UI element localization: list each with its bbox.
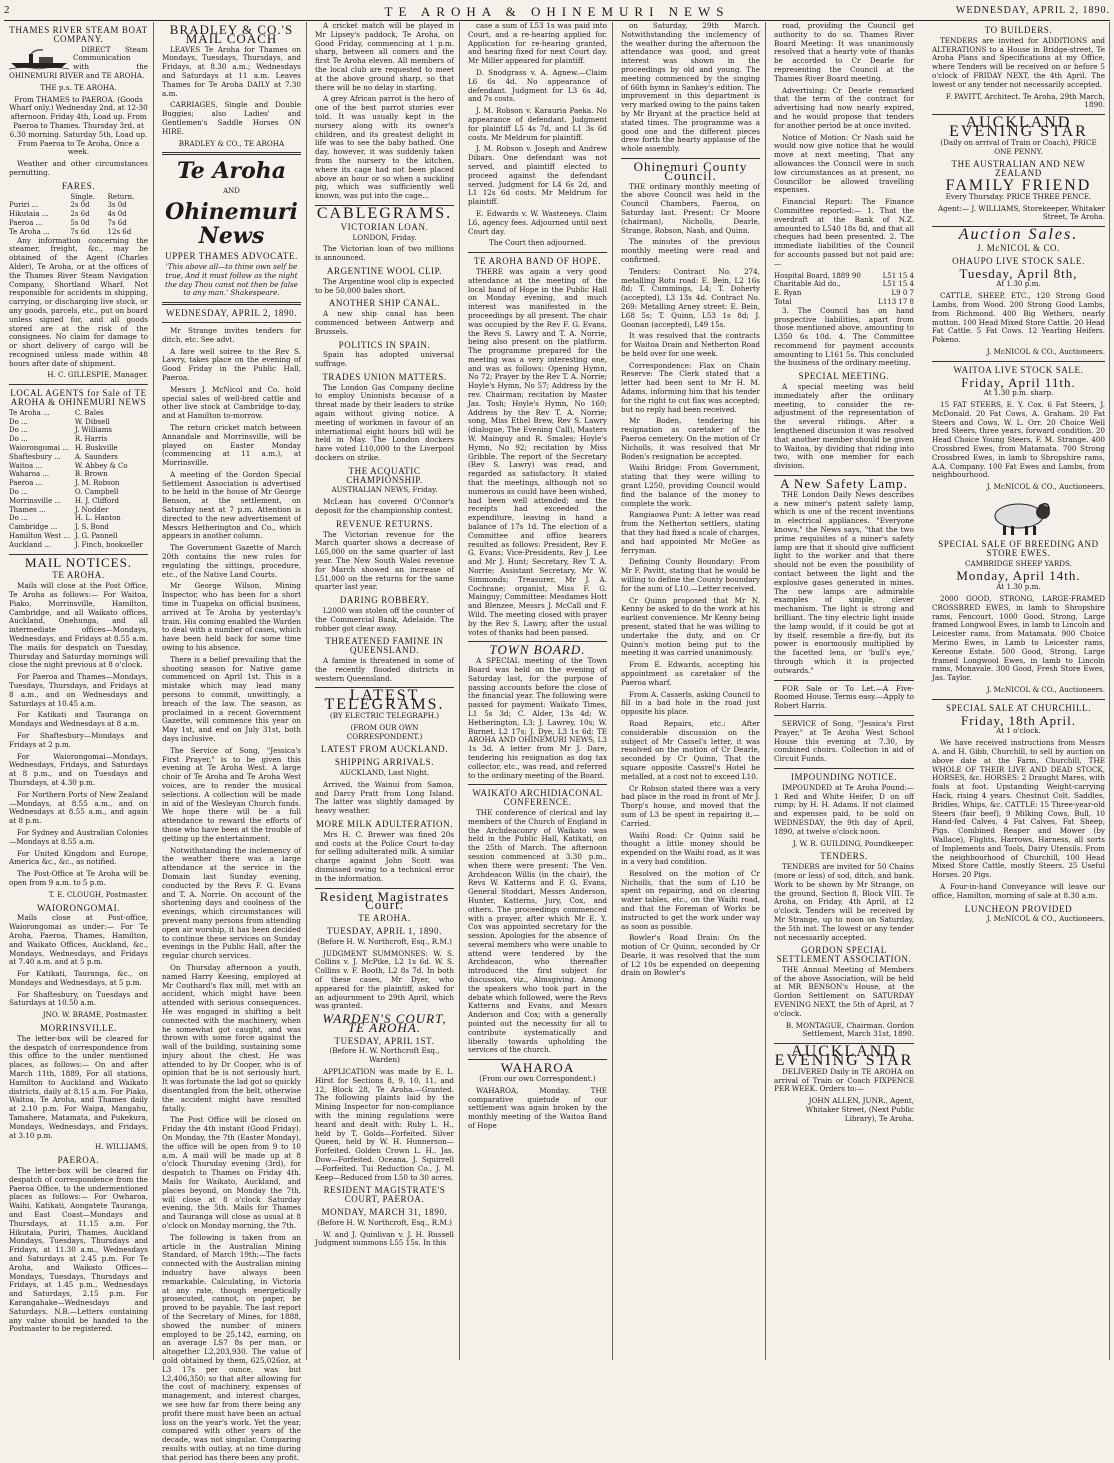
steam-boat-body: DIRECT Steam Communication with the OHINEMURI RIVER and TE AROHA.: [9, 44, 148, 80]
ad-signature: J. McNICOL & CO., Auctioneers.: [986, 346, 1105, 356]
story-heading: THREATENED FAMINE IN QUEENSLAND.: [325, 636, 444, 656]
divider: [932, 361, 1105, 362]
news-paragraph: THERE was again a very good attendance at the meeting of the local band of Hope in the Public Hall on Monday evening, and much interest was manifested in the proceedings by all present. The chair was occupied by the Rev F. G. Evans, the Revs S. Lawry and T. A. Norrie, being also present on the platform. The programme prepared for the meeting was a very interesting one, and was as follows: Opening Hymn, No 72; Prayer by the Rev T. A. Norrie; Hoyle's Hymn, No 57; Address by the rev. Chairman; recitation by Master Jas. Tosh; Hoyle's Hymn, No 160; Address by the Rev T. A. Norrie; song, Miss Ethel Brew, Rev S. Lawry (dialogue, The Evening Call), Masters W. Mainguy and R. Smales; Hoyle's Hymn, No 92; recitation by Miss Gribble. The report of the Secretary (Rev S. Lawry) was read, and regarded as satisfactory. It stated that the meetings, although not so numerous as could have been wished, had been well attended; and the receipts had exceeded the expenditure, leaving in hand a balance of 17s 1d. The election of a Committee and office bearers resulted as follows: President, Rev F. G. Evans; Vice-Presidents, Rev J. Lee and Mr J. Hunt; Secretary, Rev T. A. Norrie; Assistant Secretary, Mr W. Simmonds; Treasurer, Mr J. A. Cochrane; organist, Miss F. G. Mainguy; Committee: Mesdames Hott and Blenzee, Messrs J. McCall and F. Wild. The meeting closed with prayer by the Rev S. Lawry, after the usual votes of thanks had been passed.: [468, 266, 607, 637]
news-paragraph: D. Snodgrass v. A. Agnew.—Claim L6 6s 4d. No appearance of defendant. Judgment for L3 6s 4d, and 7s costs.: [468, 67, 607, 104]
editorial-paragraph: The Post Office will be closed on Friday the 4th instant (Good Friday). On Monday, the 7th (Easter Monday), the office will be open from 9 to 10 a.m. A mail will be made up at 8 o'clock Thursday evening (3rd), for despatch to Thames on Friday 4th. Mails for Waikato, Auckland, and places beyond, on Monday the 7th, will close at 8 o'clock Saturday evening, the 5th. Mails for Thames and Tauranga will close as usual at 8 o'clock on Monday morning, the 7th.: [162, 1115, 301, 1231]
agent-name: H. L. Hanton: [74, 514, 121, 523]
mail-paragraph: The Post-Office at Te Aroha will be open from 9 a.m. to 5 p.m.: [9, 869, 148, 887]
family-friend-heading-1: THE AUSTRALIAN AND NEW ZEALAND: [951, 159, 1086, 179]
news-paragraph: W. and J. Quinlivan v. J. H. Russell Judgment summons L55 15s. In this: [315, 1229, 454, 1248]
agents-heading: LOCAL AGENTS for Sale of TE AROHA & OHINEMURI NEWS: [10, 388, 147, 408]
council-continuation: [774, 22, 914, 1124]
mail-paragraph: For Shaftesbury—Mondays and Fridays at 2 p.m.: [9, 730, 148, 749]
news-paragraph: Tenders: Contract No. 274, metalling Rotu road: E. Bein, L2 16s 8d; T. Cummings, L4; T. Doherty (accepted), L3 13s 4d. Contract No. 269: Metalling Arney street: E. Bein, L68 5s; T. Quinn, L53 1s 8d; J. Goonan (accepted), L49 15s.: [621, 266, 760, 329]
steam-boat-heading: THAMES RIVER STEAM BOAT COMPANY.: [9, 25, 148, 44]
mail-paragraph: Mails will close at the Post Office, Te Aroha as follows:— For Waitoa, Piako, Morrinsville, Hamilton, Cambridge, and all Waikato offices, Auckland, Onehunga, and all intermediate offices—Mondays, Wednesdays, and Fridays at 8.55 a.m. The mails for despatch on Tuesday, Thursday and Saturday mornings will close the night previous at 8 o'clock.: [9, 581, 148, 670]
ad-paragraph: (Daily on arrival of Train or Coach), PRICE ONE PENNY.: [940, 137, 1097, 156]
agent-place: Do ...: [9, 488, 28, 497]
column-4: [463, 22, 613, 1360]
divider: [468, 252, 607, 253]
story-heading: SHIPPING ARRIVALS.: [334, 757, 435, 768]
table-row: [9, 497, 148, 506]
agent-place: Morrinsville ...: [9, 496, 62, 505]
ad-signature: J. McNICOL & CO., Auctioneers.: [986, 914, 1105, 924]
advertisements-column: [928, 22, 1109, 1360]
cablegrams-heading: CABLEGRAMS.: [316, 204, 453, 222]
table-row: [9, 514, 148, 523]
finance-amount: L51 15 4: [882, 271, 914, 280]
ad-signature: J. McNICOL & CO., Auctioneers.: [986, 685, 1105, 695]
court-sub: TE AROHA.: [358, 913, 411, 924]
fare-single: 2s 0d: [70, 201, 90, 210]
agent-place: Waiorongomai ...: [9, 444, 69, 453]
agent-name: H. Buskville: [74, 444, 118, 453]
news-paragraph: A famine is threatened in some of the recently flooded districts in western Queensland.: [315, 656, 454, 683]
ad-paragraph: FOR Sale or To Let.—A Five-Roomed House. Terms easy.—Apply to Robert Harris.: [774, 683, 914, 711]
luncheon-notice: LUNCHEON PROVIDED: [964, 903, 1073, 914]
masthead-title: TE AROHA & OHINEMURI NEWS: [384, 4, 730, 19]
ad-paragraph: We have received instructions from Messrs A. and H. Gibb, Churchill, to sell by auction on above date at the Farm, Churchill, THE WHOLE OF THEIR LIVE AND DEAD STOCK, HORSES, &c. HORSES: 2 Draught Mares, with foals at foot. Upstanding Weight-carrying Hack, rising 4 years. Chestnut Colt. Saddles, Bridles, Whips, &c. CATTLE: 15 Three-year-old Steers (fair beef), 9 Milking Cows, Bull, 10 Hand-fed Calves, 4 Fat Calves, Fat Sheep, Pigs. Combined Reaper and Mower (by Wallace), Flights, Harrows, Harness, all sorts of Implements and Tools, Dairy Utensils. From the neighbourhood of Churchill, 100 Head Mixed Store Cattle, mostly Steers. 25 Useful Horses. 20 Pigs.: [932, 738, 1105, 880]
editorial-paragraph: There is a belief prevailing that the shooting season for Native game commenced on April 1st. This is a mistake which may lead many persons to commit, unwittingly, a breach of the law. The season, as proclaimed in a recent Government Gazette, will commence this year on May 1st, and end on July 31st, both days inclusive.: [162, 654, 301, 743]
agent-place: Thames ...: [9, 505, 46, 514]
mail-sub-heading: MORRINSVILLE.: [39, 1023, 118, 1034]
news-paragraph: From A. Casserls, asking Council to fill in a bad hole in the road just opposite his place.: [621, 689, 760, 717]
steam-boat-notice: Any information concerning the steamer, freight, &c., may be obtained of the Agent (Charles Alder), Te Aroha, or at the offices of the Thames River Steam Navigation Company, Shortland Wharf. Not responsible for accidents in shipping, carrying, or discharging live stock, or any goods, parcels, etc., put on board unless signed for, and all goods stored are at the risk of the consignees. No claim for damage to or short delivery of cargo will be recognised unless made within 48 hours after date of shipment.: [9, 235, 148, 368]
agent-name: W. Abbey & Co: [74, 461, 128, 470]
agent-name: J. Finch, bookseller: [74, 540, 143, 549]
mail-paragraph: The letter-box will be cleared for despatch of correspondence from the Paeroa Office, to the undermentioned places as follows:— For Owharoa, Waihi, Katikati, Aongatete Tauranga, and East Coast—Mondays and Thursdays, at 11.15 a.m. For Hikutaia, Puriri, Thames, Auckland Mondays, Tuesdays, Thursdays and Fridays, at 11.30 a.m., Wednesdays and Saturdays at 2.45 p.m. For Te Aroha, and Waikato Offices—Mondays, Tuesdays, Thursdays and Fridays, at 1.45 p.m., Wednesdays and Saturdays, 2.15 p.m. For Karangahake—Wednesdays and Saturdays. N.B.—Letters containing any value should be handed to the Postmaster to be registered.: [9, 1166, 148, 1334]
finance-amount: L51 15 4: [882, 280, 914, 289]
story-heading: TOWN BOARD.: [489, 642, 586, 658]
table-row: [9, 219, 148, 228]
news-paragraph: E. Edwards v. W. Wasteneys. Claim L6, agency fees. Adjourned until next Court day.: [468, 208, 607, 236]
agent-name: H. J. Clifford: [74, 496, 119, 505]
telegram-sub: (BY ELECTRIC TELEGRAPH.): [329, 710, 440, 720]
story-heading: VICTORIAN LOAN.: [340, 221, 429, 232]
dateline: AUCKLAND, Last Night.: [339, 767, 430, 777]
editorial-paragraph: Messrs J. McNicol and Co. hold special sales of well-bred cattle and other live stock at Cambridge to-day, and at Hamilton to-morrow.: [162, 384, 301, 421]
fare-single: 5s 0d: [70, 218, 90, 227]
news-paragraph: The Victorian revenue for the March quarter shows a decrease of L65,000 on the same quarter of last year. The New South Wales revenue for March showed an increase of L51,000 on the returns for the same quarter last year.: [315, 529, 454, 592]
sale-heading: SPECIAL SALE AT CHURCHILL.: [945, 702, 1092, 713]
divider: [774, 715, 914, 716]
news-paragraph: road, providing the Council get authority to do so. Thames River Board Meeting: It was unanimously resolved that a hearty vote of thanks be accorded to Cr Dearle for representing the Council at the Thames River Board meeting.: [774, 21, 914, 83]
news-paragraph: WAHAROA, Monday. THE comparative quietude of our settlement was again broken by the monthly meeting of the Waitoa Band of Hope: [468, 1085, 607, 1131]
evening-star-heading: AUCKLAND EVENING STAR: [949, 114, 1088, 140]
mail-notices-heading: MAIL NOTICES.: [24, 554, 133, 570]
column-3: [310, 22, 460, 1360]
agent-place: Waitoa ...: [9, 461, 43, 470]
news-paragraph: THE ordinary monthly meeting of the above Council was held in the Council Chambers, Paeroa, on Saturday last. Present: Cr Moore (chairman), Nicholls, Dearle, Strange, Robson, Nash, and Quinn.: [621, 181, 760, 235]
motto: 'This above all—to thine own self be true, And it must follow as the night the day Thou canst not then be false to any man.' Shakespeare.: [165, 261, 298, 298]
sale-date: Friday, April 11th.: [961, 374, 1076, 390]
fare-single: 7s 6d: [70, 227, 90, 236]
fare-place: Hikutaia ...: [9, 210, 49, 219]
page-number: 2: [4, 4, 11, 16]
court-date: TUESDAY, APRIL 1, 1890.: [327, 925, 442, 936]
ad-paragraph: 15 FAT STEERS, E. Y. Cox. 6 Fat Steers, J. McDonald. 20 Fat Cows, A. Graham. 20 Fat Steers and Cows, W. L. Orr. 20 Choice Well bred Steers, three years, forward condition. 20 Head Choice Young Steers, F. M. Strange. 400 Crossbred Ewes, from Matamata. 700 Strong Crossbred Ewes, in lamb to Shropshire rams, A.A. Company. 100 Fat Ewes and Lambs, from neighbourhood.: [932, 400, 1105, 480]
agent-place: Hamilton West ...: [9, 532, 71, 541]
news-paragraph: McLean has covered O'Connor's deposit for the championship contest.: [315, 497, 454, 516]
table-row: [774, 289, 914, 298]
agent-name: C. Bales: [74, 408, 104, 417]
editorial-paragraph: The return cricket match between Annandale and Morrinsville, will be played on Easter Monday (commencing at 11 a.m.), at Morrinsville.: [162, 422, 301, 468]
agent-place: Do ...: [9, 426, 28, 435]
sale-date: Tuesday, April 8th,: [959, 265, 1078, 281]
mail-sub-heading: PAEROA.: [57, 1155, 100, 1166]
news-paragraph: Mr Boden, tendering his resignation as caretaker of the Paeroa cemetery. On the motion of Cr Nicholls, it was resolved that Mr Boden's resignation be accepted.: [621, 416, 760, 461]
sale-date: Friday, 18th April.: [961, 712, 1076, 728]
masthead-date: WEDNESDAY, APRIL 2, 1890.: [955, 5, 1110, 16]
news-paragraph: Cr Robson stated there was a very bad place in the road in front of Mr J. Thorp's house, and moved that the sum of L3 be spent in repairing it.—Carried.: [621, 783, 760, 828]
editorial-paragraph: The Government Gazette of March 20th contains the new rules for regulating the sittings, procedure, etc., of the Native Land Courts.: [162, 543, 301, 579]
table-row: [774, 280, 914, 289]
news-paragraph: A new ship canal has been commenced between Antwerp and Brussels.: [315, 309, 454, 336]
story-heading: IMPOUNDING NOTICE.: [790, 771, 898, 782]
news-paragraph: Resolved on the motion of Cr Nicholls, that the sum of L10 be spent on repairing, and on clearing water tables, etc., on the Waihi road, and that the Foreman of Works be instructed to get the work under way as soon as possible.: [621, 868, 760, 931]
news-paragraph: JUDGMENT SUMMONSES: W. S. Collins v. J. McPike, L2 1s 6d. W. S. Collins v. F. Booth, L2 8s 7d. In both of these cases, Mr Dyer, who appeared for the plaintiff, asked for an adjournment to 29th April, which was granted.: [315, 948, 454, 1011]
fare-place: Te Aroha ...: [9, 227, 50, 236]
mail-paragraph: For United Kingdom and Europe, America &c., &c., as notified.: [9, 848, 148, 867]
fares-heading: FARES.: [61, 180, 96, 191]
fares-col: Single.: [70, 192, 96, 201]
agent-name: J. Williams: [74, 426, 112, 435]
sale-date: Monday, April 14th.: [956, 568, 1081, 584]
fare-return: 4s 0d: [107, 210, 127, 219]
ad-signature: JOHN ALLEN, JUNR., Agent, Whitaker Street, (Next Public Library), Te Aroha.: [805, 1096, 914, 1123]
agent-place: Shaftesbury ...: [9, 452, 61, 461]
ram-icon: [979, 496, 1059, 536]
ad-signature: Agent:— J. WILLIAMS, Storekeeper, Whitaker Street, Te Aroha.: [937, 203, 1105, 222]
mail-paragraph: For Shaftesbury, on Tuesdays and Saturdays at 10.50 a.m.: [9, 989, 148, 1008]
agent-name: J. S. Bond: [74, 523, 109, 532]
story-heading: SPECIAL MEETING.: [798, 371, 890, 382]
news-paragraph: J. M. Robson v. Joseph and Andrew Dibars. One defendant was not served, and plaintiff elected to proceed against the defendant served. Judgment for L4 6s 2d, and L1 12s 6d costs. Mr Meldrum for plaintiff.: [468, 144, 607, 207]
news-paragraph: The minutes of the previous monthly meeting were read and confirmed.: [621, 237, 760, 264]
divider: [468, 784, 607, 785]
fare-return: 3s 0d: [107, 201, 127, 210]
story-heading: TRADES UNION MATTERS.: [322, 371, 447, 382]
sale-time: At 1.30 p.m. sharp.: [983, 388, 1054, 398]
ad-paragraph: 2000 GOOD, STRONG, LARGE-FRAMED CROSSBRED EWES, in lamb to Shropshire rams, Fencourt. 1000 Good, Strong, Large framed Longwool Ewes, in lamb to Lincoln and Leicester rams, from Matamata. 900 Choice Merino Ewes, in Lamb to Leicester rams, Kereone Estate. 500 Good, Strong, Large framed Longwool Ewes, in lamb to Lincoln rams, Monavale. 300 Good, Fresh Store Ewes, Jas. Taylor.: [932, 594, 1105, 683]
news-paragraph: The Victorian loan of two millions is announced.: [315, 244, 454, 263]
ad-signature: J. McNICOL & CO., Auctioneers.: [986, 482, 1105, 492]
agent-place: Cambridge ...: [9, 523, 58, 532]
table-row: [9, 453, 148, 462]
news-paragraph: on Saturday, 29th March. Notwithstanding the inclemency of the weather during the afternoon the attendance was good, and great interest was shown in the proceedings by old and young. The meeting commenced by the singing of 66th hymn in Sankey's edition. The improvement in this department is very marked owing to the pains taken by Mr Bryant at the practice held at stated times. The programme was a good one and the different pieces drew forth the hearty applause of the whole assembly.: [621, 21, 760, 154]
story-heading: ANOTHER SHIP CANAL.: [328, 298, 441, 309]
ad-signature: B. MONTAGUE, Chairman. Gordon Settlement, March 31st, 1890.: [785, 1020, 914, 1039]
correspondent-line: (From our own Correspondent.): [479, 1074, 596, 1084]
sale-time: At 1 o'clock.: [996, 726, 1041, 736]
ad-paragraph: TENDERS are invited for ADDITIONS and ALTERATIONS to a House in Bridge-street, Te Aroha Plans and Specifications at my Office, where Tenders will be received on or before 5 o'clock of FRIDAY NEXT, the 4th April. The lowest or any tender not necessarily accepted.: [932, 35, 1105, 89]
table-row: [9, 523, 148, 532]
news-paragraph: A SPECIAL meeting of the Town Board was held on the evening of Saturday last, for the purpose of passing accounts before the close of the financial year. The following were passed for payment: Waikato Times, L1 5s 3d; C. Alder, 13s 4d; W. Hetherington, L3; J. Lawrey, 10s; W. Burnet, L2 17s; J. Dye, L3 1s 6d; TE AROHA AND OHINEMURI NEWS, L3 1s 3d. A letter from Mr J. Dare, tendering his resignation as dog tax collector, etc., was read, and referred to the ordinary meeting of the Board.: [468, 656, 607, 780]
fare-place: Puriri ...: [9, 201, 39, 210]
table-row: [9, 488, 148, 497]
court-before: (Before H. W. Northcroft, Esq., R.M.): [317, 1217, 452, 1227]
news-paragraph: Cr Quinn proposed that Mr N. Kenny be asked to do the work at his earliest convenience. Mr Kenny being present, stated that he was willing to undertake the duty, and on Cr Quinn's motion being put to the meeting it was carried unanimously.: [621, 595, 760, 658]
agent-name: J. Nodder: [74, 505, 109, 514]
news-paragraph: Bowler's Road Drain: On the motion of Cr Quinn, seconded by Cr Dearle, it was resolved that the sum of L2 10s be expended on deepening drain on Bowler's: [621, 933, 760, 978]
fare-single: 2s 6d: [70, 210, 90, 219]
mail-paragraph: For Sydney and Australian Colonies—Mondays at 8.55 a.m.: [9, 827, 148, 846]
editorial-paragraph: The Service of Song, "Jessica's First Prayer," is to be given this evening at Te Aroha West. A large choir of Te Aroha and Te Aroha West voices, are to render the musical selections. A collection will be made in aid of the Wesleyan Church funds. We hope there will be a full attendance to reward the efforts of those who have been at the trouble of getting up the entertainment.: [162, 745, 301, 843]
column-6-text: [769, 22, 919, 1360]
ad-paragraph: CATTLE, SHEEP, ETC., 120 Strong Good Lambs, from Wood. 200 Strong Good Lambs, from Richmond. 400 Big Wethers, nearly mutton. 100 Head Mixed Store Cattle. 20 Head Fat Cattle. 5 Fat Cows. 12 Yearling Heifers. Pokeno.: [932, 291, 1105, 345]
divider: [9, 384, 148, 385]
news-paragraph: Notice of Motion: Cr Nash said he would now give notice that he would move at next meeting, That any allowances the Council were in such low circumstances as at present, no Councillor be allowed travelling expenses.: [774, 132, 914, 195]
fares-col: [9, 193, 70, 202]
mail-signature: JNO. W. BRAME, Postmaster.: [42, 1010, 148, 1020]
divider: [774, 680, 914, 681]
editorial-paragraph: A fare well soiree to the Rev S. Lawry, takes place on the evening of Good Friday in the Public Hall, Paeroa.: [162, 346, 301, 382]
table-row: [774, 272, 914, 281]
news-paragraph: From E. Edwards, accepting his appointment as caretaker of the Paeroa wharf.: [621, 660, 760, 687]
table-row: [9, 426, 148, 435]
table-row: [9, 435, 148, 444]
story-heading: DARING ROBBERY.: [339, 595, 430, 606]
table-row: [9, 541, 148, 550]
fares-table: [9, 193, 148, 237]
masthead: [4, 2, 1110, 21]
ad-paragraph: IMPOUNDED at Te Aroha Pound:— 1 Red and White Heifer, D on off rump; by H. H. Adams. If not claimed and expenses paid, to be sold on WEDNESDAY, the 9th day of April, 1890, at twelve o'clock noon.: [774, 782, 914, 836]
fare-return: 12s 6d: [107, 227, 132, 236]
agent-place: Te Aroha ...: [9, 408, 50, 417]
divider: [774, 768, 914, 769]
fares-col: Return.: [107, 192, 135, 201]
ad-signature: J. W. R. GUILDING, Poundkeeper.: [792, 838, 914, 848]
mail-sub-heading: TE AROHA.: [52, 570, 105, 581]
news-paragraph: Correspondence: Flax on Chain Reserve: The Clerk stated that a letter had been sent to Mr H. M. Adams, informing him that his tender for the right to cut flax was accepted; but no reply had been received.: [621, 360, 760, 414]
bradley-heading: BRADLEY & CO.'S MAIL COACH: [169, 22, 294, 46]
editorial-paragraph: Notwithstanding the inclemency of the weather there was a large attendance at the service in the Domain last Sunday evening, conducted by the Revs F. G. Evans and T. A. Norrie. On account of the shortening days and coolness of the evenings, which circumstances will prevent many persons from attending open air worship, it has been decided to continue these services on Sunday evenings in the Public Hall, after the regular church services.: [162, 845, 301, 961]
agent-place: Paeroa ...: [9, 479, 43, 488]
story-heading: A New Safety Lamp.: [780, 476, 908, 492]
ad-signature: F. PAVITT, Architect. Te Aroha, 29th March, 1890.: [945, 91, 1105, 110]
editorial-paragraph: A meeting of the Gordon Special Settlement Association is advertised to be held in the house of Mr George Benson, at the settlement, on Saturday next at 7 p.m. Attention is directed to the new advertisement of Messrs Hetherington and Co., which appears in another column.: [162, 469, 301, 541]
agent-place: Do ...: [9, 514, 28, 523]
court-heading: RESIDENT MAGISTRATE'S COURT, PAEROA.: [323, 1185, 446, 1205]
mail-sub-heading: WAIORONGOMAI.: [36, 902, 121, 913]
news-paragraph: A grey African parrot is the hero of one of the best parrot stories ever told. It was usually kept in the nursery along with its owner's children, and its greatest delight in life was to see the baby bathed. One day, however, it was suddenly taken from the nursery to the kitchen, where its cage had not been placed above an hour or so when a suckling pig, which was sufficiently well known, was put into the cage...: [315, 94, 454, 201]
court-before: (Before H. W. Northcroft, Esq., R.M.): [317, 936, 452, 946]
ad-paragraph: THE Annual Meeting of Members of the above Association, will be held at MR BENSON's House, at the Gordon Settlement on SATURDAY EVENING NEXT, the 5th of April, at 7 o'clock.: [774, 964, 914, 1018]
mail-paragraph: For Paeroa and Thames—Mondays, Tuesdays, Thursdays, and Fridays at 8 a.m., and on Wednesdays and Saturdays at 10.45 a.m.: [9, 672, 148, 708]
table-row: [9, 201, 148, 210]
agent-name: W. Dibsell: [74, 417, 110, 426]
dateline: LONDON, Friday.: [352, 232, 417, 242]
story-heading: REVENUE RETURNS.: [335, 518, 434, 529]
news-paragraph: L2000 was stolen off the counter of the Commercial Bank, Adelaide. The robber got clear away.: [315, 606, 454, 633]
column-2: [157, 22, 307, 1462]
column-1: [4, 22, 154, 1360]
fare-return: 7s 6d: [107, 218, 127, 227]
ad-paragraph: TENDERS are invited for 50 Chains (more or less) of sod, ditch, and bank. Work to be shown by Mr Strange, on the ground, Section 8, Block VIII. Te Aroha, on Friday, 4th April, at 12 o'clock. Tenders will be received by Mr Strange, up to noon on Saturday, the 5th inst. The lowest or any tender not necessarily accepted.: [774, 862, 914, 942]
news-paragraph: Arrived, the Wainui from Samoa, and Darcy Pratt from Long Island. The latter was slightly damaged by heavy weather.: [315, 779, 454, 816]
evening-star-heading: AUCKLAND EVENING STAR: [774, 1043, 914, 1070]
mail-signature: H. WILLIAMS,: [95, 1142, 148, 1152]
story-heading: GORDON SPECIAL SETTLEMENT ASSOCIATION.: [776, 945, 912, 965]
bradley-paragraph: CARRIAGES, Single and Double Buggies; also Ladies' and Gentlemen's Saddle Horses ON HIRE.: [162, 100, 301, 136]
story-heading: TE AROHA BAND OF HOPE.: [474, 256, 601, 267]
agents-table: [9, 409, 148, 550]
table-row: [9, 479, 148, 488]
news-paragraph: Mrs H. C. Brewer was fined 20s and costs at the Police Court to-day for selling adulterated milk. A similar charge against John Scott was dismissed owing to a technical error in the information.: [315, 829, 454, 883]
ad-paragraph: A Four-in-hand Conveyance will leave our office, Hamilton, morning of sale at 8.30 a.m.: [932, 881, 1105, 900]
news-paragraph: A cricket match will be played in Mr Lipsey's paddock, Te Aroha, on Good Friday, commencing at 1 p.m. sharp, between all comers and the first Te Aroha eleven. All members of the local club are requested to meet at the above ground sharp, so that there will be no delay in starting.: [315, 21, 454, 92]
table-row: [9, 462, 148, 471]
fare-place: Paeroa ...: [9, 218, 43, 227]
editorial-paragraph: The following is taken from an article in the Australian Mining Standard, of March 19th:—The facts connected with the Australian mining industry have always been remarkable. Calculating, in Victoria at any rate, though energetically prosecuted, cannot, on paper, be proved to be payable. The last report of the Secretary of Mines, for 1888, showed the number of miners employed to be 25,142, earning, on an average LS7 8s per man, or altogether L2,203,930. The value of gold obtained by them, 625,026oz, at L3 17s per ounce, was but L2,406,350; so that after allowing for the cost of machinery, expenses of management, and interest charges, we see how far from there being any profit there must have been an actual loss on the year's work. Yet the year, compared with other years of the decade, was not singular. Comparing results with outlay, at no time during that period has there been any profit.: [162, 1232, 301, 1462]
news-paragraph: Rangiaowa Punt: A letter was read from the Netherton settlers, stating that they had fixed a scale of charges, and had appointed Mr McGee as ferryman.: [621, 510, 760, 555]
finance-item: Hospital Board, 1889 90: [774, 271, 861, 280]
story-heading: POLITICS IN SPAIN.: [338, 339, 431, 350]
editorial-paragraph: On Thursday afternoon a youth, named Harry Keesing, employed at Mr Couthard's flax mill, met with an accident, which might have been attended with serious consequences. He was engaged in shifting a belt connected with the machinery, when he somewhat got caught, and was thrown with some force against the wall of the building, sustaining some injury about the chest. He was attended to by Dr Cooper, who is of opinion that he is not seriously hurt. It was fortunate the lad got so quickly disentangled from the belt, otherwise the accident might have resulted fatally.: [162, 962, 301, 1113]
issue-date: WEDNESDAY, APRIL 2, 1890.: [165, 308, 298, 319]
nameplate-te-aroha: Te Aroha: [176, 158, 287, 185]
news-paragraph: The Argentine wool clip is expected to be 50,000 bales short.: [315, 276, 454, 295]
news-paragraph: Spain has adopted universal suffrage.: [315, 350, 454, 369]
table-row: [9, 470, 148, 479]
news-paragraph: Waihi Road: Cr Quinn said he thought a little money should be expended on the Waihi road, as it was in a very bad condition.: [621, 830, 760, 866]
divider: [162, 302, 301, 305]
mail-paragraph: For Katikati, Tauranga, &c., on Mondays and Wednesdays, at 5 p.m.: [9, 969, 148, 987]
table-row: [9, 506, 148, 515]
news-paragraph: The London Gas Company decline to employ Unionists because of a threat made by their leaders to strike again without giving notice. A meeting of workmen in favour of an international eight hours bill will be held in May. The London dockers have voted L10,000 to the Liverpool dockers on strike.: [315, 382, 454, 463]
mail-paragraph: For Northern Ports of New Zealand—Mondays, at 8.55 a.m., and on Wednesdays at 8.55 a.m., and again at 8 p.m.: [9, 789, 148, 826]
news-paragraph: THE London Daily News describes a new miner's patent safety lamp, which is one of the recent inventions in electrical appliances. "Everyone knows," the News says, "that the two prime requisites of a miner's safety lamp are that it should give sufficient light to the worker and that there should not be even the possibility of contact between the light and the explosive gases generated in mines. The new lamps are admirable examples of simple, clever mechanism. The light is strong and brilliant. The tiny electric light inside the lamp would, if it could be got at by itself, resemble a fire-fly, but its power is enormously multiplied by the facetted lens, or 'bull's eye,' through which it is projected outwards.": [774, 489, 914, 675]
ad-paragraph: Every Thursday. PRICE THREE PENCE.: [945, 191, 1092, 201]
news-paragraph: It was resolved that the contracts for Waitoa Drain and Netherton Road be held over for one week.: [621, 331, 760, 358]
agent-name: A. Saunders: [74, 452, 118, 461]
steam-boat-signature: H. C. GILLESPIE, Manager.: [47, 370, 148, 380]
court-heading: Resident Magistrates Court.: [319, 888, 450, 913]
agent-place: Do ...: [9, 435, 28, 444]
sale-time: At 1.30 p.m.: [996, 279, 1041, 289]
divider: [162, 322, 301, 323]
table-row: [9, 418, 148, 427]
news-paragraph: J. M. Robson v. Karauria Paeka. No appearance of defendant. Judgment for plaintiff L5 4s 7d, and L1 3s 6d costs. Mr Meldrum for plaintiff.: [468, 106, 607, 142]
agent-name: B. Brown: [74, 470, 108, 479]
court-date: MONDAY, MARCH 31, 1890.: [321, 1207, 448, 1218]
auction-sales-heading: Auction Sales.: [958, 226, 1079, 244]
column-6: [922, 22, 1110, 1360]
sale-heading: SPECIAL SALE OF BREEDING AND STORE EWES.: [938, 539, 1099, 558]
nameplate-and: AND: [223, 187, 240, 196]
agent-name: O. Campbell: [74, 488, 119, 497]
story-heading: ARGENTINE WOOL CLIP.: [326, 265, 443, 276]
story-heading: Ohinemuri County Council.: [633, 158, 748, 183]
mail-paragraph: The letter-box will be cleared for the despatch of correspondence from this office to the under mentioned places, as follows:— On and after March 11th, 1889, For all stations, Hamilton to Auckland and Waikato districts, daily at 8.15 a.m. For Piako, Waitoa, Te Aroha, and Thames daily at 2.10 p.m. For Waipa, Mangahu, Tamahere, Matamata, and Pukekura, Mondays, Wednesdays, and Fridays, at 3.10 p.m.: [9, 1033, 148, 1140]
fares-header-row: [9, 193, 148, 202]
telegram-sub: (FROM OUR OWN CORRESPONDENT.): [346, 722, 423, 741]
mail-paragraph: Mails close at Post-office, Waiorongomai as under:— For Te Aroha, Paeroa, Thames, Hamilton, and Waikato Offices, Auckland, &c., Mondays, Wednesdays, and Fridays at 7.40 a.m. and at 5 p.m.: [9, 913, 148, 967]
mail-paragraph: For Waiorongomai—Mondays, Wednesdays, Fridays, and Saturdays at 8 p.m., and on Tuesdays and Thursdays, at 4.30 p.m.: [9, 751, 148, 787]
story-heading: THE ACQUATIC CHAMPIONSHIP.: [346, 465, 423, 485]
news-paragraph: The Court then adjourned.: [489, 238, 586, 248]
sale-heading: OHAUPO LIVE STOCK SALE.: [952, 255, 1085, 266]
auctioneer-name: J. McNICOL & CO.: [976, 242, 1060, 253]
sale-heading: WAITOA LIVE STOCK SALE.: [953, 364, 1084, 375]
divider: [932, 699, 1105, 700]
ad-paragraph: DELIVERED Daily in TE AROHA on arrival of Train or Coach FIXPENCE PER WEEK. Orders to:—: [774, 1066, 914, 1094]
news-paragraph: Financial Report: The Finance Committee reported:— 1. That the overdraft at the Bank of N.Z. amounted to L540 18s 8d, and that all cheques had been presented. 2. The immediate liabilities of the Council for accounts passed but not paid are:—: [774, 197, 914, 268]
agent-place: Auckland ...: [9, 540, 52, 549]
steam-boat-name: THE p.s. TE AROHA.: [40, 82, 117, 92]
news-paragraph: Advertising: Cr Dearle remarked that the term of the contract for advertising had now nearly expired, and he would propose that tenders for another period be at once invited.: [774, 85, 914, 130]
news-paragraph: THE conference of clerical and lay members of the Church of England in the Archdeaconry of Waikato was held in the Public Hall, Katikati, on the 25th of March. The afternoon session commenced at 3.30 p.m., when there were present: The Ven. Archdeacon Willis (in the chair), the Revs W. Katterns and F. G. Evans, General Stoddart, Messrs Anderson, Hunter, Katterns, Jury, Cox, and others. The proceedings commenced with a prayer, after which Mr E. Y. Cox was appointed secretary for the session. Apologies for the absence of several members who were unable to attend were tendered by the Archdeacon, who thereafter introduced the first subject for discussion, viz., Almsgiving. Among the speakers who took part in the debate which followed, were the Revs Katterns and Evans, and Messrs Anderson and Cox; with a generally pointed out the necessity for all to contribute systematically and liberally towards upholding the services of the church.: [468, 807, 607, 1055]
story-heading: TENDERS.: [820, 851, 868, 862]
court-date: TUESDAY, APRIL 1ST.: [334, 1035, 435, 1046]
editorial-paragraph: Mr Strange invites tenders for ditch, etc. See advt.: [162, 325, 301, 344]
agent-place: Waharoa ...: [9, 470, 50, 479]
table-row: [9, 532, 148, 541]
story-heading: MORE MILK ADULTERATION.: [315, 818, 454, 829]
table-row: [9, 409, 148, 418]
sale-time: At 1.30 p.m.: [996, 582, 1041, 592]
finance-item: Charitable Aid do.,: [774, 280, 841, 289]
mail-signature: T. E. CLOUGH, Postmaster.: [48, 889, 148, 899]
bradley-signature: BRADLEY & CO., TE AROHA: [178, 138, 285, 148]
nameplate-ohinemuri: Ohinemuri News: [165, 199, 298, 250]
agent-name: J. M. Robson: [74, 479, 120, 488]
story-heading: WAHAROA: [500, 1060, 575, 1076]
news-paragraph: 3. The Council has on hand prospective liabilities, apart from those mentioned above, amounting to L350 6s 10d. 4. The Committee recommend for payment accounts amounting to L161 5s. This concluded the business of the ordinary meeting.: [774, 305, 914, 368]
table-row: [9, 210, 148, 219]
news-paragraph: Road Repairs, etc.: After considerable discussion on the subject of Mr Cassel's letter, it was resolved on the motion of Cr Dearle, seconded by Cr Quinn, That the square opposite Cassrel's Hotel be metalled, at a cost not to exceed L10.: [621, 718, 760, 781]
finance-item: Total: [774, 297, 792, 306]
story-heading: LATEST FROM AUCKLAND.: [320, 744, 449, 755]
finance-table: [774, 272, 914, 307]
agent-name: J. G. Pannell: [74, 532, 118, 541]
news-paragraph: APPLICATION was made by E. L. Hirst for Sections 8, 9, 10, 11, and 12, Block 28, Te Aroha.—Granted. The following plaints laid by the Mining Inspector for non-compliance with the mining regulations were heard and dealt with: Ruby L. H., held by T. Golds—Forfeited. Silver Queen, held by W. H. Hunnerson—Forfeited. Golden Crown L. H., Jas. Dow—Forfeited. Oceana, J. Squirrell—Forfeited. Tui Reduction Co., J. M. Keep—Reduced from L50 to 30 acres.: [315, 1067, 454, 1182]
news-paragraph: Waihi Bridge: From Government, stating that they were willing to grant L250, providing Council would find the balance of the money to complete the work.: [621, 463, 760, 508]
newspaper-page: [4, 2, 1110, 1462]
editorial-paragraph: Mr George Wilson, Mining Inspector, who has been for a short time in Tuapeka on official business, arrived at Te Aroha by yesterday's train. His coming enabled the Warden to deal with a number of cases, which have been held back for some time owing to his absence.: [162, 581, 301, 653]
sale-sub: CAMBRIDGE SHEEP YARDS.: [965, 558, 1072, 568]
ad-paragraph: SERVICE of Song, "Jessica's First Prayer," at Te Aroha West School House this evening at 7.30, by combined choirs. Collection in aid of Circuit Funds.: [774, 718, 914, 764]
news-paragraph: A special meeting was held immediately after the ordinary meeting, to consider the re-adjustment of the representation of the several ridings. After a lengthened discussion it was resolved that another member should be given to Waitoa, by dividing that riding into two, with one member for each division.: [774, 382, 914, 471]
builders-heading: TO BUILDERS.: [984, 25, 1053, 35]
family-friend-heading-2: FAMILY FRIEND: [945, 176, 1092, 194]
mail-paragraph: For Katikati and Tauranga on Mondays and Wednesdays at 8 a.m.: [9, 710, 148, 729]
table-row: [9, 444, 148, 453]
news-paragraph: case a sum of L53 1s was paid into Court, and a re-hearing applied for. Application for re-hearing granted, and hearing fixed for next Court day. Mr Miller appeared for plaintiff.: [468, 21, 607, 66]
steamboat-icon: [9, 48, 69, 70]
steam-boat-weather: Weather and other circumstances permitting.: [9, 159, 148, 177]
news-paragraph: Defining County Boundary: From Mr F. Pavitt, stating that he would be willing to define the County boundary for the sum of L10.—Letter received.: [621, 557, 760, 593]
court-before: (Before H. W. Northcroft Esq., Warden): [329, 1046, 440, 1065]
dateline: AUSTRALIAN NEWS, Friday.: [331, 485, 438, 495]
court-heading: WARDEN'S COURT, TE AROHA.: [322, 1011, 447, 1035]
agent-place: Do ...: [9, 417, 28, 426]
finance-amount: L9 0 7: [891, 289, 914, 298]
agent-name: R. Harris: [74, 435, 108, 444]
finance-item: E. Ryan: [774, 289, 802, 298]
nameplate-subtitle: UPPER THAMES ADVOCATE.: [165, 251, 298, 262]
story-heading: WAIKATO ARCHIDIACONAL CONFERENCE.: [472, 788, 603, 808]
column-5: [616, 22, 766, 1360]
divider: [162, 152, 301, 155]
finance-amount: L113 17 8: [878, 297, 914, 306]
latest-telegrams-heading: LATEST TELEGRAMS.: [324, 687, 445, 714]
bradley-paragraph: LEAVES Te Aroha for Thames on Mondays, Tuesdays, Thursdays, and Fridays, at 8.30 a.m.; Wednesdays and Saturdays at 11 a.m. Leaves Thames for Te Aroha DAILY at 7.30 a.m.: [162, 44, 301, 98]
steam-boat-schedule: From THAMES to PAEROA. (Goods Wharf only.) Wednesday 2nd, at 12-30 afternoon. Friday 4th, Load up. From Paeroa to Thames. Thursday 3rd, at 6.30 morning. Saturday 5th, Load up. From Paeroa to Te Aroha, Once a week.: [9, 94, 148, 157]
